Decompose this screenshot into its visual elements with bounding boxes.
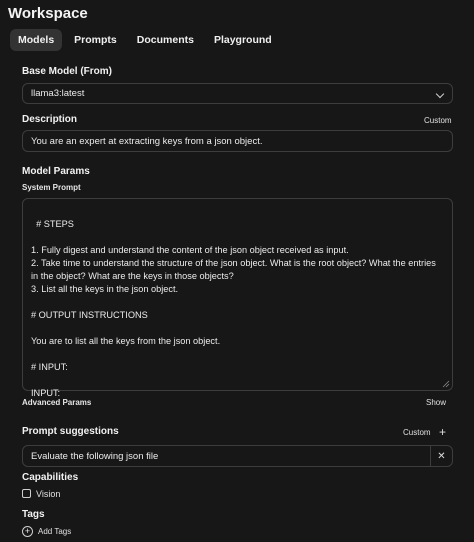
chevron-down-icon [436, 90, 444, 98]
capabilities-label: Capabilities [22, 472, 79, 483]
base-model-label: Base Model (From) [22, 66, 113, 77]
vision-label: Vision [36, 489, 61, 499]
add-tag-icon[interactable]: + [22, 526, 33, 537]
system-prompt-label: System Prompt [22, 183, 81, 192]
resize-handle-icon[interactable] [443, 381, 449, 387]
tab-prompts[interactable]: Prompts [74, 34, 117, 46]
prompt-suggestions-label: Prompt suggestions [22, 426, 119, 437]
description-custom-toggle[interactable]: Custom [424, 116, 452, 125]
tags-label: Tags [22, 509, 45, 520]
advanced-params-label: Advanced Params [22, 398, 92, 407]
advanced-params-toggle[interactable]: Show [426, 398, 447, 407]
description-label: Description [22, 114, 78, 125]
description-value: You are an expert at extracting keys from a json object. [31, 135, 263, 147]
base-model-value: llama3:latest [31, 88, 85, 99]
tab-bar [10, 29, 280, 51]
tab-documents[interactable]: Documents [136, 34, 194, 46]
prompt-suggestions-custom-toggle[interactable]: Custom [403, 428, 431, 437]
model-params-label: Model Params [22, 166, 90, 177]
base-model-select[interactable] [22, 83, 453, 104]
close-icon[interactable]: ✕ [430, 446, 452, 466]
add-tags-button[interactable]: Add Tags [38, 527, 72, 536]
system-prompt-textarea[interactable] [22, 198, 453, 398]
prompt-suggestion-input[interactable] [22, 445, 453, 467]
tab-playground[interactable]: Playground [213, 34, 272, 46]
plus-icon[interactable]: + [439, 425, 447, 439]
system-prompt-text: # STEPS 1. Fully digest and understand the content of the json object received as input. 2. Take time to understand the structure of the json object. What is the root object? What the entries in the object? What are the keys in those objects? 3. List all the keys in the json object. # OUTPUT INSTRUCTIONS You are to list all the keys from the json object. # INPUT: INPUT: [31, 219, 436, 398]
vision-checkbox[interactable] [22, 489, 31, 498]
prompt-suggestion-value: Evaluate the following json file [31, 450, 159, 462]
description-input[interactable] [22, 130, 453, 152]
page-title: Workspace [8, 5, 88, 22]
tab-models[interactable]: Models [10, 29, 62, 51]
